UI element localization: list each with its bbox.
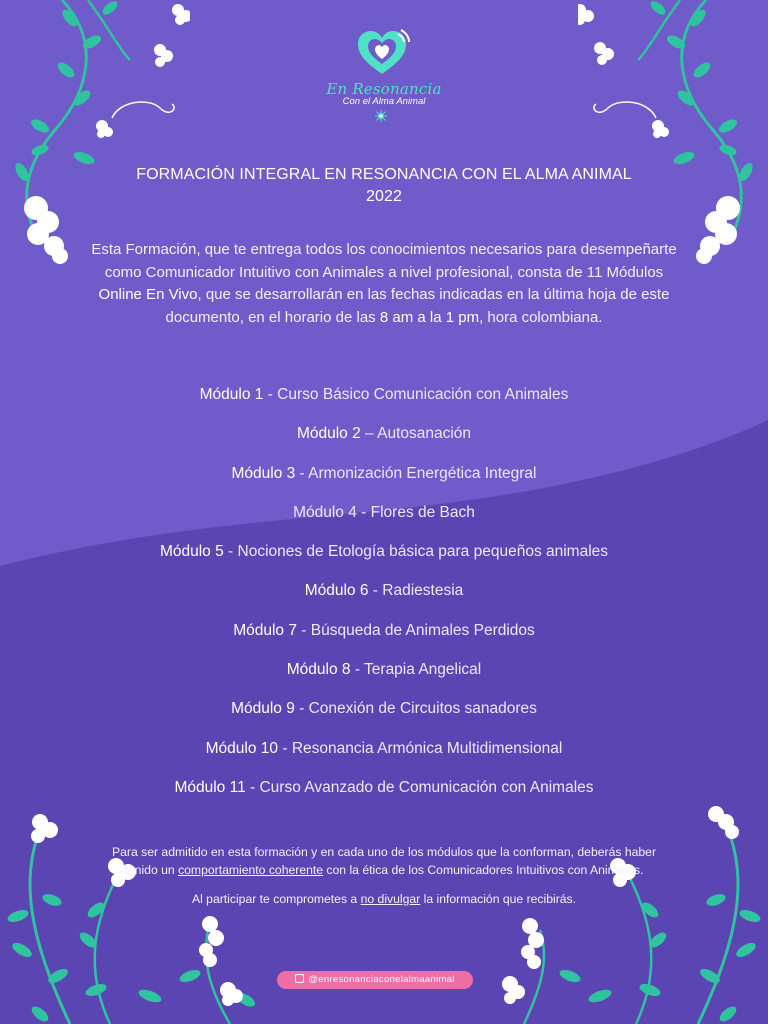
footer-text: con la ética de los Comunicadores Intuitivos con Animales. [323, 863, 644, 877]
module-list [60, 382, 708, 814]
intro-highlight-online: Online En Vivo [98, 286, 198, 303]
module-number: Módulo 9 [231, 700, 295, 718]
module-separator: - [223, 543, 238, 561]
module-separator: - [245, 778, 260, 796]
instagram-icon [295, 974, 304, 983]
instagram-handle-badge[interactable] [277, 971, 473, 989]
instagram-handle: @enresonanciaconelalmaanimal [308, 974, 455, 985]
module-number: Módulo 1 [199, 386, 264, 403]
logo-brand-name: En Resonancia [326, 80, 442, 98]
module-separator: – [360, 425, 378, 443]
module-name: Flores de Bach [370, 503, 475, 521]
sparkle-icon [375, 110, 387, 122]
module-separator: - [295, 464, 309, 482]
no-disclose-emphasis: no divulgar [360, 892, 421, 906]
module-item [60, 696, 708, 735]
module-name: Autosanación [377, 425, 472, 443]
module-separator: - [263, 386, 278, 403]
brand-logo [324, 28, 444, 124]
module-name: Nociones de Etología básica para pequeños animales [237, 543, 609, 561]
module-item [60, 421, 708, 460]
module-number: Módulo 11 [174, 778, 246, 796]
footer-notes [110, 843, 658, 919]
module-name: Radiestesia [382, 582, 464, 600]
module-separator: - [350, 661, 365, 679]
module-item [60, 461, 708, 500]
module-number: Módulo 4 [293, 503, 357, 521]
module-number: Módulo 5 [159, 543, 224, 561]
intro-text: Esta Formación, que te entrega todos los conocimientos necesarios para desempeñarte como Comunicador Intuitivo con Animales a nivel profesional, consta de 11 Módulos [91, 241, 677, 281]
footer-text: la información que recibirás. [420, 892, 577, 906]
module-separator: - [294, 700, 309, 718]
module-item [60, 500, 708, 539]
module-name: Resonancia Armónica Multidimensional [291, 739, 563, 757]
top-right-vine-decoration [578, 0, 768, 270]
intro-text: , que se desarrollarán en las fechas indicadas en la última hoja de este documento, en el horario de las [165, 286, 670, 326]
title-line: FORMACIÓN INTEGRAL EN RESONANCIA CON EL ALMA ANIMAL [136, 166, 632, 183]
module-item [60, 657, 708, 696]
page-title [80, 164, 688, 208]
module-number: Módulo 8 [286, 661, 351, 679]
intro-highlight-schedule: 8 am a la 1 pm [379, 308, 480, 326]
module-name: Curso Avanzado de Comunicación con Animales [259, 778, 594, 796]
module-name: Armonización Energética Integral [308, 464, 537, 482]
module-number: Módulo 6 [304, 582, 369, 600]
module-name: Terapia Angelical [364, 661, 482, 679]
title-year: 2022 [366, 188, 402, 205]
confidentiality-note [110, 890, 658, 908]
module-number: Módulo 3 [231, 464, 296, 482]
footer-text: Para ser admitido en esta formación y en cada uno de los módulos que la conforman, deberás haber tenido un [111, 845, 657, 877]
module-separator: - [368, 582, 383, 600]
intro-paragraph [82, 239, 686, 329]
module-separator: - [296, 621, 311, 639]
module-item [60, 578, 708, 617]
top-left-vine-decoration [0, 0, 190, 270]
admission-note [110, 843, 658, 879]
module-number: Módulo 10 [205, 739, 279, 757]
intro-text: , hora colombiana. [479, 308, 603, 326]
logo-subtitle: Con el Alma Animal [342, 96, 426, 107]
module-item [60, 382, 708, 421]
module-number: Módulo 2 [296, 425, 361, 443]
module-number: Módulo 7 [233, 621, 297, 639]
module-item [60, 618, 708, 657]
module-name: Curso Básico Comunicación con Animales [277, 386, 569, 403]
coherent-behavior-emphasis: comportamiento coherente [178, 863, 324, 877]
module-separator: - [356, 503, 371, 521]
heart-logo-icon [354, 28, 410, 78]
footer-text: Al participar te comprometes a [191, 892, 361, 906]
module-separator: - [278, 739, 292, 757]
module-item [60, 736, 708, 775]
module-item [60, 775, 708, 814]
module-item [60, 539, 708, 578]
module-name: Búsqueda de Animales Perdidos [310, 621, 535, 639]
module-name: Conexión de Circuitos sanadores [308, 700, 537, 718]
